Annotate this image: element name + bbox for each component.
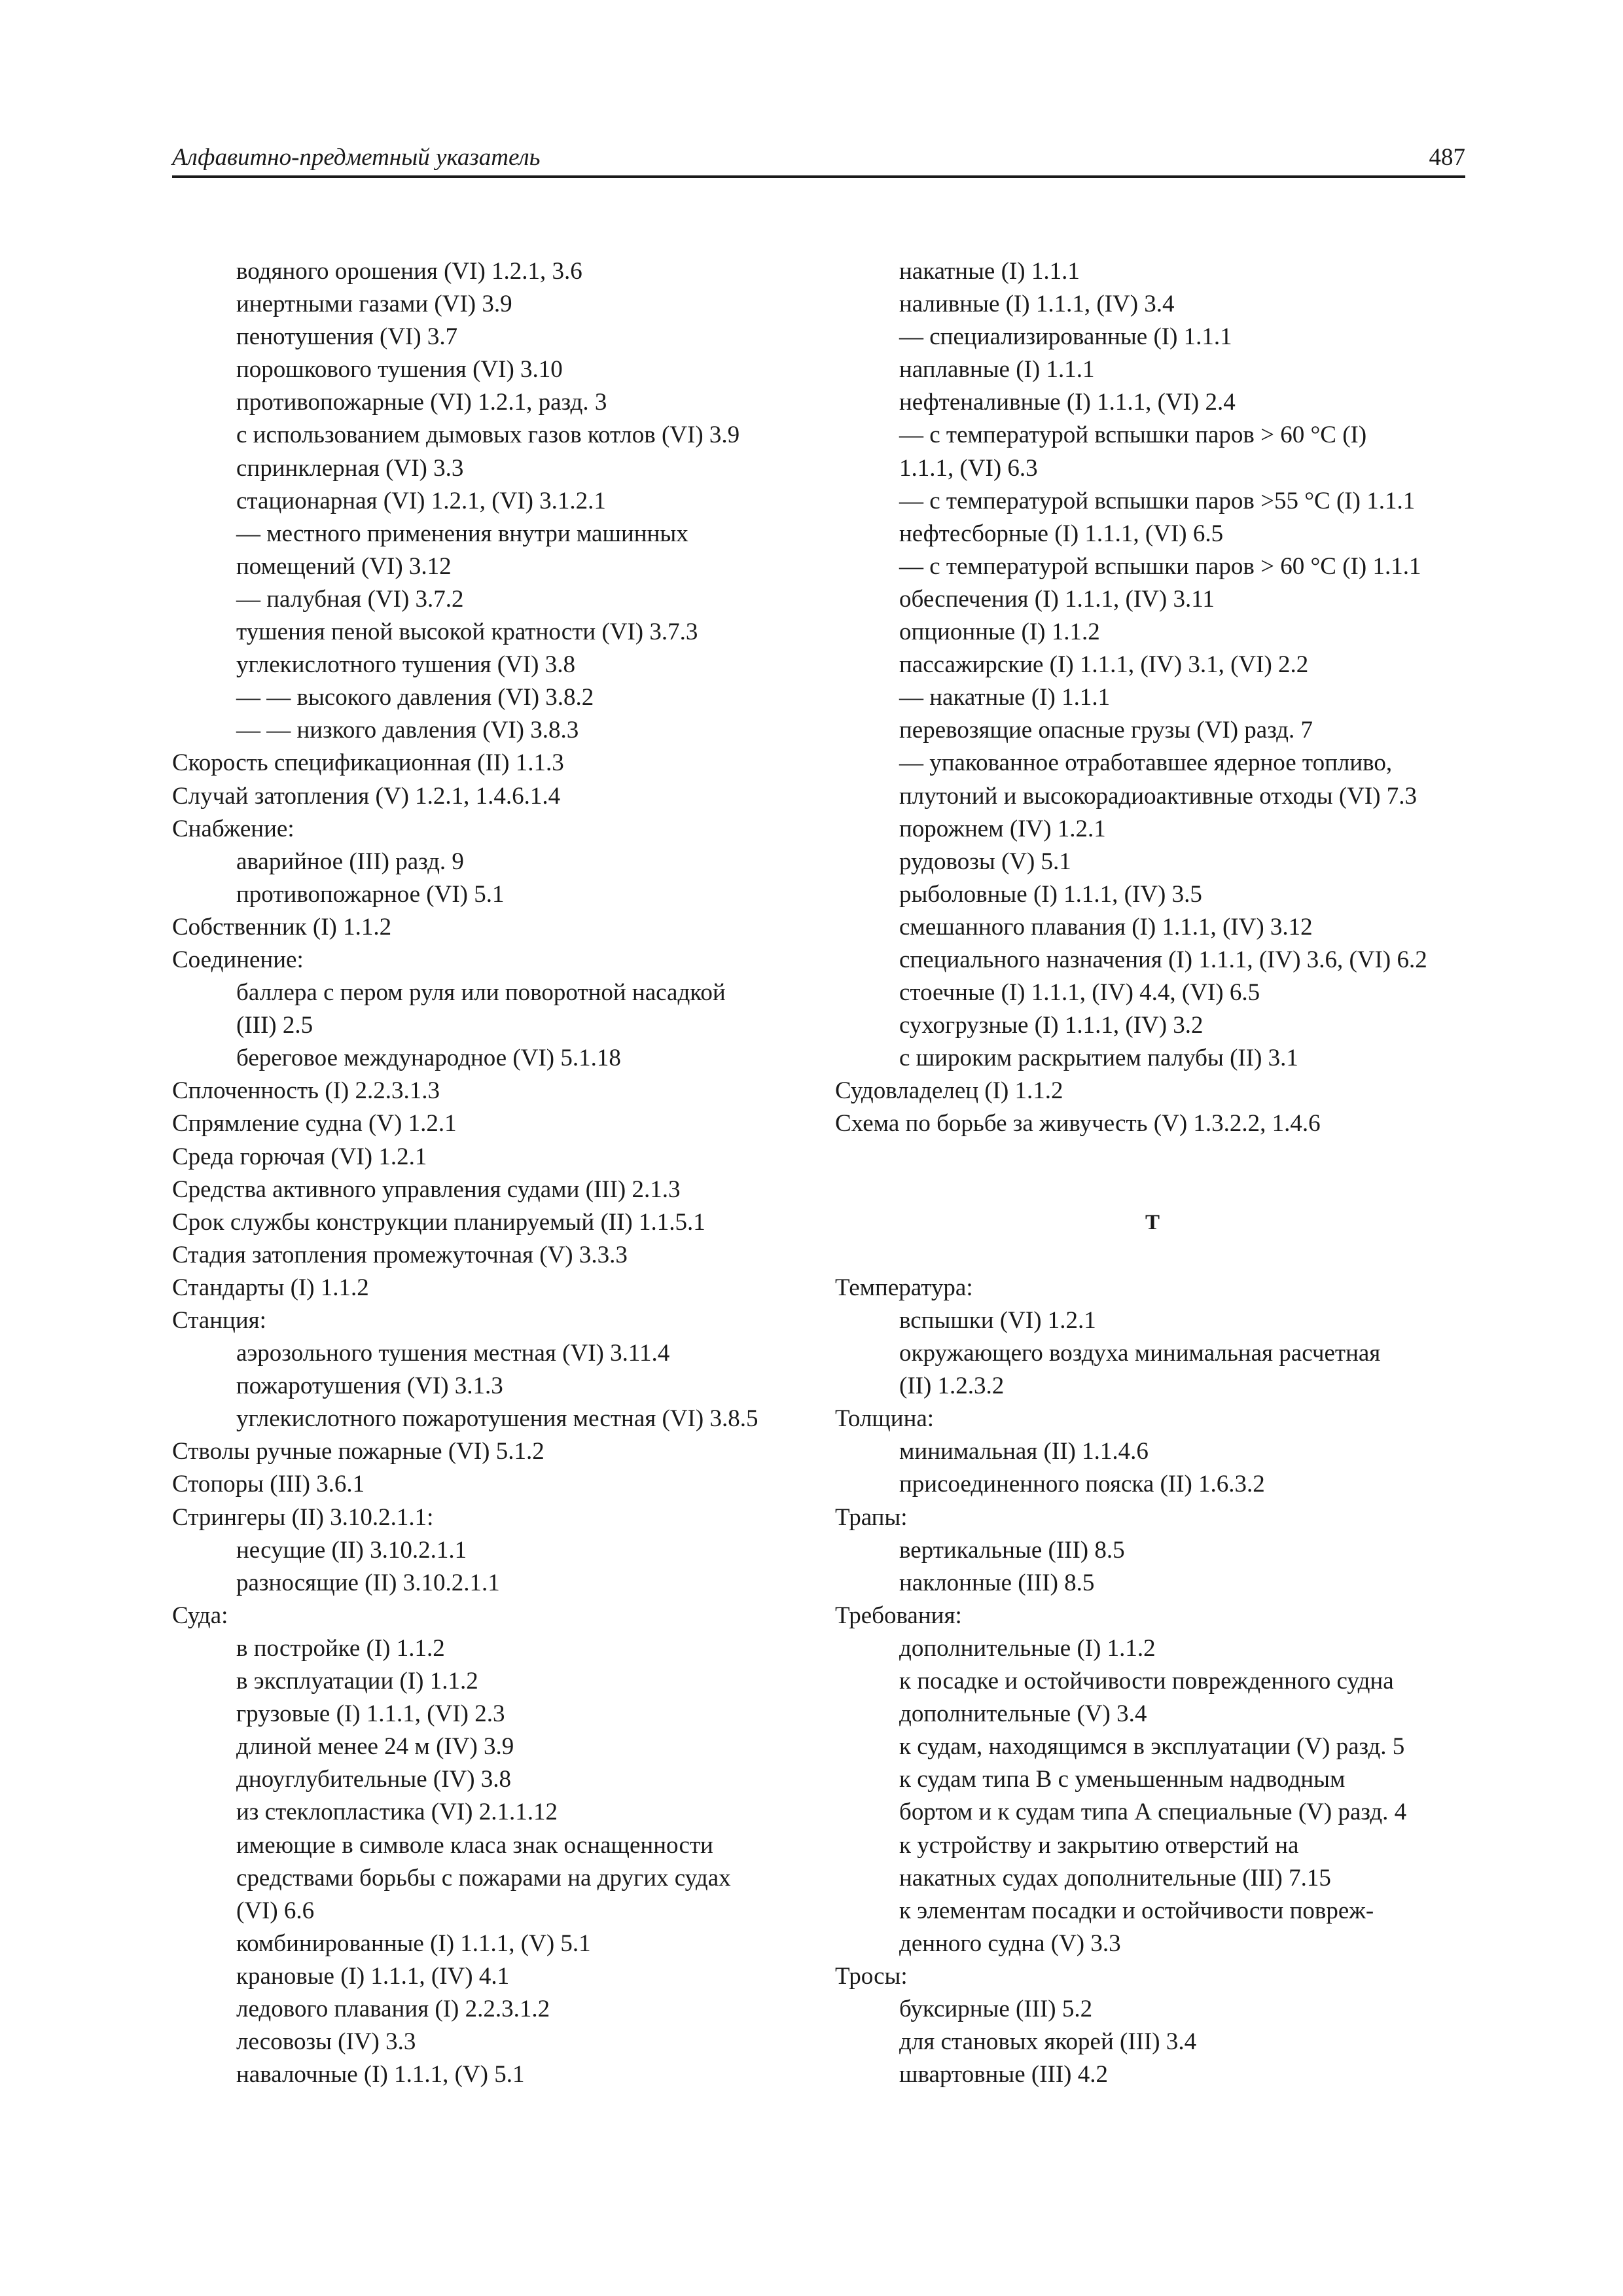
index-subentry: вертикальные (III) 8.5 bbox=[899, 1536, 1125, 1564]
index-subentry: обеспечения (I) 1.1.1, (IV) 3.11 bbox=[899, 585, 1215, 613]
index-entry: Средства активного управления судами (III) 2.1.3 bbox=[172, 1175, 681, 1203]
index-subentry: плутоний и высокорадиоактивные отходы (VI) 7.3 bbox=[899, 782, 1418, 810]
index-subentry: (VI) 6.6 bbox=[236, 1897, 315, 1924]
index-subentry: навалочные (I) 1.1.1, (V) 5.1 bbox=[236, 2061, 525, 2089]
index-subentry: — специализированные (I) 1.1.1 bbox=[899, 323, 1232, 351]
index-subentry: грузовые (I) 1.1.1, (VI) 2.3 bbox=[236, 1700, 505, 1728]
header-rule bbox=[172, 175, 1465, 178]
index-subentry: помещений (VI) 3.12 bbox=[236, 552, 452, 580]
index-subentry: комбинированные (I) 1.1.1, (V) 5.1 bbox=[236, 1929, 591, 1957]
index-entry: Схема по борьбе за живучесть (V) 1.3.2.2, 1.4.6 bbox=[835, 1110, 1321, 1138]
index-subentry: к судам типа В с уменьшенным надводным bbox=[899, 1766, 1346, 1793]
index-subentry: рудовозы (V) 5.1 bbox=[899, 848, 1071, 875]
index-subentry: — с температурой вспышки паров >55 °С (I) 1.1.1 bbox=[899, 487, 1416, 514]
index-subentry: к устройству и закрытию отверстий на bbox=[899, 1831, 1299, 1859]
index-subentry: с широким раскрытием палубы (II) 3.1 bbox=[899, 1045, 1298, 1072]
index-subentry: перевозящие опасные грузы (VI) разд. 7 bbox=[899, 717, 1313, 744]
index-entry: Срок службы конструкции планируемый (II) 1.1.5.1 bbox=[172, 1208, 705, 1236]
index-subentry: сухогрузные (I) 1.1.1, (IV) 3.2 bbox=[899, 1012, 1204, 1039]
index-subentry: стационарная (VI) 1.2.1, (VI) 3.1.2.1 bbox=[236, 487, 606, 514]
index-subentry: присоединенного пояска (II) 1.6.3.2 bbox=[899, 1471, 1265, 1498]
index-subentry: вспышки (VI) 1.2.1 bbox=[899, 1307, 1096, 1334]
index-subentry: в постройке (I) 1.1.2 bbox=[236, 1634, 445, 1662]
index-entry: Толщина: bbox=[835, 1405, 935, 1433]
index-subentry: противопожарное (VI) 5.1 bbox=[236, 880, 505, 908]
index-column-right bbox=[835, 255, 1470, 2091]
index-subentry: опционные (I) 1.1.2 bbox=[899, 619, 1100, 646]
index-subentry: дополнительные (I) 1.1.2 bbox=[899, 1634, 1156, 1662]
index-entry: Стопоры (III) 3.6.1 bbox=[172, 1471, 365, 1498]
index-entry: Среда горючая (VI) 1.2.1 bbox=[172, 1143, 427, 1170]
index-subentry: накатные (I) 1.1.1 bbox=[899, 258, 1080, 285]
index-subentry: к посадке и остойчивости поврежденного судна bbox=[899, 1668, 1394, 1695]
index-subentry: в эксплуатации (I) 1.1.2 bbox=[236, 1668, 478, 1695]
index-subentry: баллера с пером руля или поворотной насадкой bbox=[236, 979, 726, 1007]
running-header-title: Алфавитно-предметный указатель bbox=[172, 144, 541, 171]
index-entry: Стволы ручные пожарные (VI) 5.1.2 bbox=[172, 1438, 544, 1465]
index-entry: Температура: bbox=[835, 1274, 973, 1301]
index-subentry: наливные (I) 1.1.1, (IV) 3.4 bbox=[899, 291, 1175, 318]
index-subentry: к судам, находящимся в эксплуатации (V) разд. 5 bbox=[899, 1733, 1405, 1761]
index-subentry: пожаротушения (VI) 3.1.3 bbox=[236, 1372, 503, 1400]
index-subentry: порожнем (IV) 1.2.1 bbox=[899, 815, 1106, 842]
index-subentry: разносящие (II) 3.10.2.1.1 bbox=[236, 1569, 500, 1596]
index-subentry: пассажирские (I) 1.1.1, (IV) 3.1, (VI) 2.2 bbox=[899, 651, 1309, 679]
index-subentry: 1.1.1, (VI) 6.3 bbox=[899, 454, 1038, 482]
index-subentry: тушения пеной высокой кратности (VI) 3.7.3 bbox=[236, 619, 698, 646]
index-subentry: аварийное (III) разд. 9 bbox=[236, 848, 464, 875]
index-entry: Сплоченность (I) 2.2.3.1.3 bbox=[172, 1077, 440, 1105]
index-subentry: — с температурой вспышки паров > 60 °С (I) bbox=[899, 422, 1367, 449]
index-entry: Тросы: bbox=[835, 1962, 908, 1990]
index-subentry: стоечные (I) 1.1.1, (IV) 4.4, (VI) 6.5 bbox=[899, 979, 1260, 1007]
index-subentry: — — высокого давления (VI) 3.8.2 bbox=[236, 684, 594, 711]
index-column-left bbox=[172, 255, 800, 2091]
index-subentry: буксирные (III) 5.2 bbox=[899, 1995, 1093, 2022]
index-subentry: — палубная (VI) 3.7.2 bbox=[236, 585, 464, 613]
index-entry: Судовладелец (I) 1.1.2 bbox=[835, 1077, 1063, 1105]
index-subentry: средствами борьбы с пожарами на других судах bbox=[236, 1864, 731, 1892]
index-entry: Трапы: bbox=[835, 1503, 908, 1531]
index-subentry: из стеклопластика (VI) 2.1.1.12 bbox=[236, 1799, 558, 1826]
index-subentry: дополнительные (V) 3.4 bbox=[899, 1700, 1147, 1728]
index-entry: Скорость спецификационная (II) 1.1.3 bbox=[172, 749, 564, 777]
index-entry: Стандарты (I) 1.1.2 bbox=[172, 1274, 369, 1301]
section-letter: Т bbox=[1145, 1210, 1160, 1234]
index-subentry: порошкового тушения (VI) 3.10 bbox=[236, 356, 563, 384]
index-subentry: для становых якорей (III) 3.4 bbox=[899, 2028, 1197, 2056]
index-subentry: — накатные (I) 1.1.1 bbox=[899, 684, 1111, 711]
index-subentry: рыболовные (I) 1.1.1, (IV) 3.5 bbox=[899, 880, 1202, 908]
index-subentry: — упакованное отработавшее ядерное топливо, bbox=[899, 749, 1393, 777]
index-subentry: наклонные (III) 8.5 bbox=[899, 1569, 1095, 1596]
index-subentry: денного судна (V) 3.3 bbox=[899, 1929, 1121, 1957]
spacer bbox=[835, 1174, 1470, 1206]
index-entry: Собственник (I) 1.1.2 bbox=[172, 913, 392, 941]
index-entry: Случай затопления (V) 1.2.1, 1.4.6.1.4 bbox=[172, 782, 561, 810]
index-subentry: нефтеналивные (I) 1.1.1, (VI) 2.4 bbox=[899, 389, 1236, 416]
index-subentry: несущие (II) 3.10.2.1.1 bbox=[236, 1536, 467, 1564]
index-subentry: — — низкого давления (VI) 3.8.3 bbox=[236, 717, 579, 744]
index-subentry: окружающего воздуха минимальная расчетная bbox=[899, 1340, 1381, 1367]
spacer bbox=[835, 1141, 1470, 1174]
page-number: 487 bbox=[1429, 144, 1465, 171]
index-subentry: с использованием дымовых газов котлов (VI) 3.9 bbox=[236, 422, 740, 449]
index-subentry: нефтесборные (I) 1.1.1, (VI) 6.5 bbox=[899, 520, 1224, 547]
index-subentry: водяного орошения (VI) 1.2.1, 3.6 bbox=[236, 258, 582, 285]
index-subentry: противопожарные (VI) 1.2.1, разд. 3 bbox=[236, 389, 607, 416]
index-subentry: минимальная (II) 1.1.4.6 bbox=[899, 1438, 1149, 1465]
index-subentry: дноуглубительные (IV) 3.8 bbox=[236, 1766, 512, 1793]
index-subentry: длиной менее 24 м (IV) 3.9 bbox=[236, 1733, 514, 1761]
index-subentry: — с температурой вспышки паров > 60 °С (I) 1.1.1 bbox=[899, 552, 1421, 580]
index-subentry: углекислотного пожаротушения местная (VI) 3.8.5 bbox=[236, 1405, 758, 1433]
running-header bbox=[172, 140, 1465, 175]
index-entry: Суда: bbox=[172, 1602, 228, 1629]
index-subentry: крановые (I) 1.1.1, (IV) 4.1 bbox=[236, 1962, 510, 1990]
index-subentry: углекислотного тушения (VI) 3.8 bbox=[236, 651, 575, 679]
spacer bbox=[835, 1239, 1470, 1272]
index-subentry: накатных судах дополнительные (III) 7.15 bbox=[899, 1864, 1331, 1892]
index-subentry: к элементам посадки и остойчивости повреж- bbox=[899, 1897, 1374, 1924]
index-subentry: (III) 2.5 bbox=[236, 1012, 313, 1039]
index-entry: Соединение: bbox=[172, 946, 304, 973]
index-subentry: специального назначения (I) 1.1.1, (IV) 3.6, (VI) 6.2 bbox=[899, 946, 1427, 973]
index-entry: Снабжение: bbox=[172, 815, 294, 842]
index-subentry: смешанного плавания (I) 1.1.1, (IV) 3.12 bbox=[899, 913, 1313, 941]
index-subentry: спринклерная (VI) 3.3 bbox=[236, 454, 464, 482]
index-subentry: бортом и к судам типа А специальные (V) разд. 4 bbox=[899, 1799, 1407, 1826]
index-subentry: пенотушения (VI) 3.7 bbox=[236, 323, 458, 351]
index-entry: Станция: bbox=[172, 1307, 266, 1334]
index-entry: Стадия затопления промежуточная (V) 3.3.3 bbox=[172, 1241, 628, 1268]
index-subentry: инертными газами (VI) 3.9 bbox=[236, 291, 512, 318]
index-entry: Стрингеры (II) 3.10.2.1.1: bbox=[172, 1503, 434, 1531]
index-subentry: лесовозы (IV) 3.3 bbox=[236, 2028, 416, 2056]
index-subentry: — местного применения внутри машинных bbox=[236, 520, 688, 547]
index-entry: Спрямление судна (V) 1.2.1 bbox=[172, 1110, 457, 1138]
index-subentry: (II) 1.2.3.2 bbox=[899, 1372, 1005, 1400]
index-subentry: швартовные (III) 4.2 bbox=[899, 2061, 1108, 2089]
index-subentry: ледового плавания (I) 2.2.3.1.2 bbox=[236, 1995, 550, 2022]
index-entry: Требования: bbox=[835, 1602, 962, 1629]
index-subentry: аэрозольного тушения местная (VI) 3.11.4 bbox=[236, 1340, 670, 1367]
index-subentry: имеющие в символе класа знак оснащенности bbox=[236, 1831, 713, 1859]
index-subentry: наплавные (I) 1.1.1 bbox=[899, 356, 1095, 384]
index-subentry: береговое международное (VI) 5.1.18 bbox=[236, 1045, 621, 1072]
